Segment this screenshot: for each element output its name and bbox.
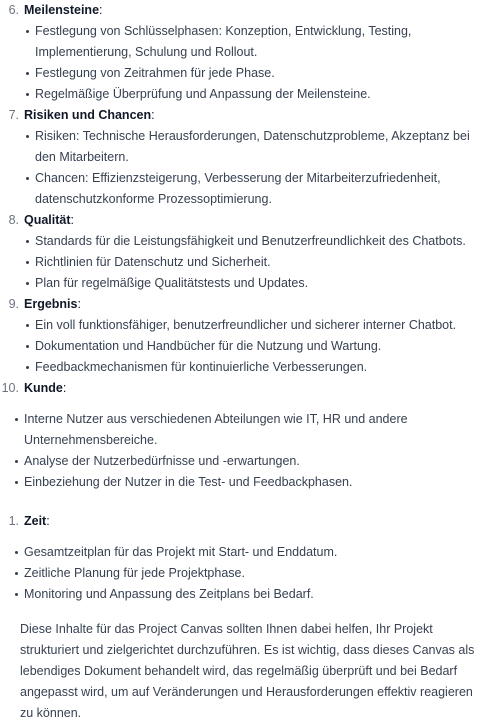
bullet-icon: [26, 345, 29, 348]
qualitaet-list: [0, 231, 494, 294]
section-number: 8.: [8, 213, 19, 227]
list-item: Zeitliche Planung für jede Projektphase.: [0, 563, 494, 584]
section-risiken-chancen: 7. Risiken und Chancen:: [0, 105, 494, 126]
kunde-list: [0, 409, 494, 493]
ergebnis-list: [0, 315, 494, 378]
bullet-icon: [26, 72, 29, 75]
zeit-list: [0, 542, 494, 605]
bullet-icon: [15, 418, 18, 421]
meilensteine-list: [0, 21, 494, 105]
section-title: Meilensteine: [24, 3, 100, 17]
list-item: Richtlinien für Datenschutz und Sicherheit.: [0, 252, 494, 273]
list-item: Festlegung von Zeitrahmen für jede Phase.: [0, 63, 494, 84]
section-title: Kunde: [24, 381, 63, 395]
section-number: 10.: [1, 381, 19, 395]
bullet-icon: [15, 572, 18, 575]
list-item: Dokumentation und Handbücher für die Nutzung und Wartung.: [0, 336, 494, 357]
bullet-icon: [15, 551, 18, 554]
section-title: Zeit: [24, 514, 47, 528]
list-item: Risiken: Technische Herausforderungen, Datenschutzprobleme, Akzeptanz bei den Mitarbeitern.: [0, 126, 494, 168]
list-item: Chancen: Effizienzsteigerung, Verbesserung der Mitarbeiterzufriedenheit, datenschutzkonforme Prozessoptimierung.: [0, 168, 494, 210]
section-kunde: 10. Kunde:: [0, 378, 494, 399]
bullet-icon: [26, 366, 29, 369]
list-item: Feedbackmechanismen für kontinuierliche Verbesserungen.: [0, 357, 494, 378]
list-item: Regelmäßige Überprüfung und Anpassung der Meilensteine.: [0, 84, 494, 105]
bullet-icon: [26, 282, 29, 285]
bullet-icon: [15, 593, 18, 596]
bullet-icon: [26, 177, 29, 180]
bullet-icon: [26, 324, 29, 327]
list-item: Standards für die Leistungsfähigkeit und Benutzerfreundlichkeit des Chatbots.: [0, 231, 494, 252]
bullet-icon: [26, 30, 29, 33]
bullet-icon: [26, 261, 29, 264]
bullet-icon: [15, 481, 18, 484]
bullet-icon: [26, 93, 29, 96]
section-number: 6.: [8, 3, 19, 17]
list-item: Einbeziehung der Nutzer in die Test- und Feedbackphasen.: [0, 472, 494, 493]
list-item: Analyse der Nutzerbedürfnisse und -erwartungen.: [0, 451, 494, 472]
list-item: Monitoring und Anpassung des Zeitplans bei Bedarf.: [0, 584, 494, 605]
list-item: Interne Nutzer aus verschiedenen Abteilungen wie IT, HR und andere Unternehmensbereiche.: [0, 409, 494, 451]
list-item: Gesamtzeitplan für das Projekt mit Start- und Enddatum.: [0, 542, 494, 563]
list-item: Ein voll funktionsfähiger, benutzerfreundlicher und sicherer interner Chatbot.: [0, 315, 494, 336]
section-number: 7.: [8, 108, 19, 122]
section-title: Ergebnis: [24, 297, 78, 311]
section-ergebnis: 9. Ergebnis:: [0, 294, 494, 315]
section-zeit: 1. Zeit:: [0, 511, 494, 532]
section-title: Qualität: [24, 213, 71, 227]
closing-paragraph: Diese Inhalte für das Project Canvas sollten Ihnen dabei helfen, Ihr Projekt strukturiert und zielgerichtet durchzuführen. Es ist wichtig, dass dieses Canvas als lebendiges Dokument behandelt wird, das regelmäßig überprüft und bei Bedarf angepasst wird, um auf Veränderungen und Herausforderungen effektiv reagieren zu können.: [20, 622, 475, 720]
section-number: 9.: [8, 297, 19, 311]
bullet-icon: [15, 460, 18, 463]
risiken-chancen-list: [0, 126, 494, 210]
section-title: Risiken und Chancen: [24, 108, 152, 122]
bullet-icon: [26, 240, 29, 243]
section-number: 1.: [8, 514, 19, 528]
bullet-icon: [26, 135, 29, 138]
section-qualitaet: 8. Qualität:: [0, 210, 494, 231]
list-item: Plan für regelmäßige Qualitätstests und Updates.: [0, 273, 494, 294]
section-meilensteine: 6. Meilensteine:: [0, 0, 494, 21]
list-item: Festlegung von Schlüsselphasen: Konzeption, Entwicklung, Testing, Implementierung, Schulung und Rollout.: [0, 21, 494, 63]
